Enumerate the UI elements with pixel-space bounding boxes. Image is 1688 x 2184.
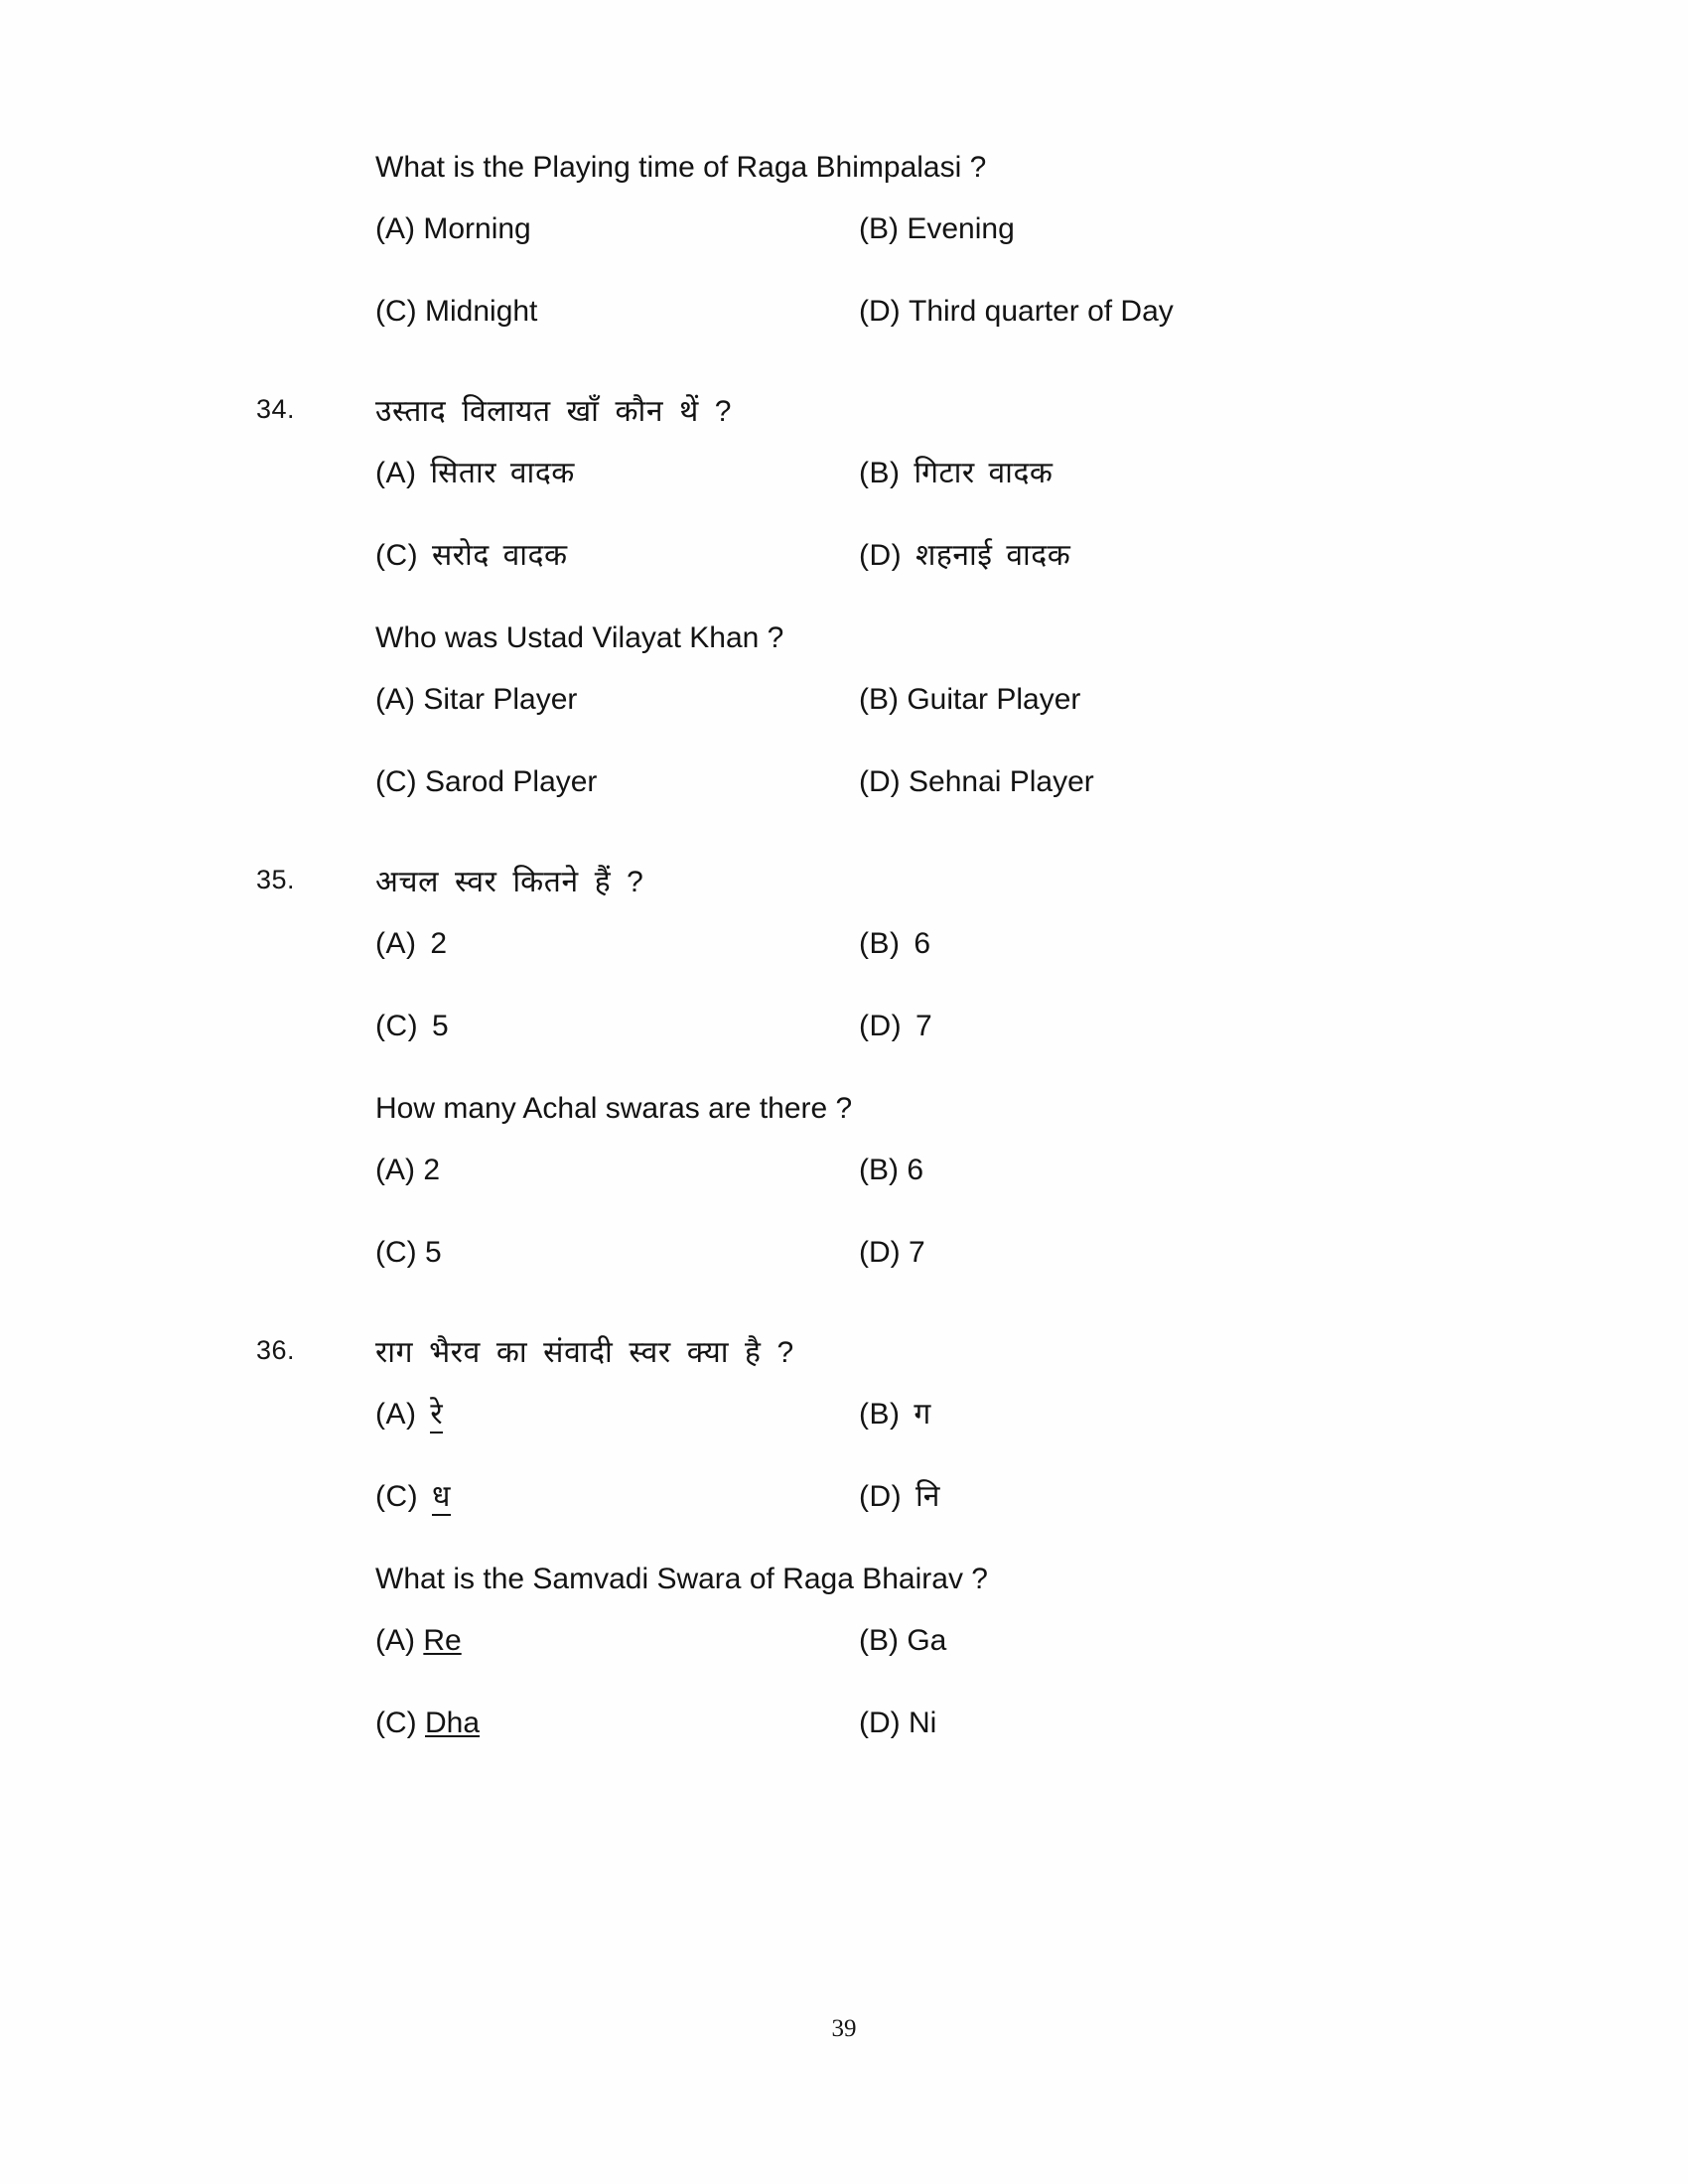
option-d-value: नि <box>915 1480 940 1513</box>
option-c-label: (C) <box>375 1236 417 1269</box>
option-d-value: Third quarter of Day <box>909 295 1174 328</box>
option-b-value: Guitar Player <box>907 683 1081 716</box>
option-c-value: 5 <box>432 1010 450 1042</box>
option-a-label: (A) <box>375 1398 417 1431</box>
option-c-label: (C) <box>375 1010 419 1042</box>
option-a-value: 2 <box>423 1154 441 1186</box>
option-d-label: (D) <box>859 539 903 572</box>
option-c-label: (C) <box>375 765 417 798</box>
option-d[interactable] <box>859 1234 925 1272</box>
option-d-label: (D) <box>859 1480 903 1513</box>
option-a-label: (A) <box>375 1624 415 1657</box>
block-spacer <box>0 375 1688 393</box>
question-stem-row-hindi <box>0 393 1688 455</box>
question-number-34: 34. <box>256 394 296 424</box>
option-c-value: Midnight <box>425 295 538 328</box>
option-d[interactable] <box>859 763 1094 801</box>
option-row <box>0 925 1688 1008</box>
option-b-label: (B) <box>859 927 901 960</box>
option-row <box>0 1478 1688 1561</box>
option-a-value: Sitar Player <box>423 683 578 716</box>
option-c[interactable] <box>375 763 597 801</box>
option-b-label: (B) <box>859 212 899 245</box>
question-stem-row <box>0 149 1688 210</box>
option-a-label: (A) <box>375 212 415 245</box>
question-text-english: What is the Samvadi Swara of Raga Bhairav ? <box>375 1563 988 1595</box>
option-b-label: (B) <box>859 683 899 716</box>
question-stem-row-english <box>0 1090 1688 1152</box>
option-a-label: (A) <box>375 927 417 960</box>
option-c-label: (C) <box>375 1706 417 1739</box>
option-a-value: Morning <box>423 212 531 245</box>
option-a-label: (A) <box>375 457 417 489</box>
option-c[interactable] <box>375 1234 442 1272</box>
option-row <box>0 455 1688 537</box>
option-d-value: 7 <box>909 1236 925 1269</box>
question-stem-row-english <box>0 619 1688 681</box>
option-d-label: (D) <box>859 1236 901 1269</box>
option-b-value: 6 <box>914 927 931 960</box>
question-number-36: 36. <box>256 1335 296 1365</box>
question-block-34 <box>0 393 1688 846</box>
question-block-36 <box>0 1334 1688 1787</box>
option-b[interactable] <box>859 1622 946 1660</box>
option-b-label: (B) <box>859 1624 899 1657</box>
option-d-value: शहनाई वादक <box>915 539 1071 572</box>
option-c-value: Sarod Player <box>425 765 598 798</box>
option-d[interactable] <box>859 537 1070 575</box>
option-b-value: Evening <box>907 212 1015 245</box>
option-b[interactable] <box>859 925 931 963</box>
option-row <box>0 293 1688 375</box>
option-d-label: (D) <box>859 295 901 328</box>
option-row <box>0 1705 1688 1787</box>
option-b[interactable] <box>859 1396 931 1433</box>
question-stem-row-hindi <box>0 1334 1688 1396</box>
option-d-label: (D) <box>859 1706 901 1739</box>
option-b-value: ग <box>914 1398 931 1431</box>
option-d-label: (D) <box>859 765 901 798</box>
option-b[interactable] <box>859 455 1053 492</box>
option-row <box>0 763 1688 846</box>
option-d[interactable] <box>859 1705 936 1742</box>
option-a[interactable] <box>375 210 531 248</box>
option-d-value: Sehnai Player <box>909 765 1094 798</box>
question-text-hindi: राग भैरव का संवादी स्वर क्या है ? <box>375 1336 794 1369</box>
option-a-value: Re <box>423 1624 462 1657</box>
option-b[interactable] <box>859 210 1015 248</box>
option-c[interactable] <box>375 293 537 331</box>
option-row <box>0 537 1688 619</box>
option-d-label: (D) <box>859 1010 903 1042</box>
option-d-value: 7 <box>915 1010 933 1042</box>
option-a[interactable] <box>375 1396 443 1433</box>
option-a-label: (A) <box>375 683 415 716</box>
option-row <box>0 210 1688 293</box>
option-a[interactable] <box>375 925 448 963</box>
question-text-english: What is the Playing time of Raga Bhimpalasi ? <box>375 151 987 184</box>
option-a-label: (A) <box>375 1154 415 1186</box>
option-row <box>0 1234 1688 1316</box>
option-row <box>0 1622 1688 1705</box>
option-c-value: ध <box>432 1481 451 1516</box>
option-row <box>0 1008 1688 1090</box>
option-c-label: (C) <box>375 295 417 328</box>
option-b-label: (B) <box>859 457 901 489</box>
option-row <box>0 1396 1688 1478</box>
question-text-hindi: अचल स्वर कितने हैं ? <box>375 866 644 898</box>
option-b[interactable] <box>859 1152 923 1189</box>
question-stem-row-english <box>0 1561 1688 1622</box>
block-spacer <box>0 846 1688 864</box>
question-text-english: Who was Ustad Vilayat Khan ? <box>375 621 784 654</box>
question-text-hindi: उस्ताद विलायत खाँ कौन थें ? <box>375 395 733 428</box>
block-spacer <box>0 1316 1688 1334</box>
option-a-value: रे <box>430 1399 443 1433</box>
option-row <box>0 681 1688 763</box>
option-c[interactable] <box>375 1705 480 1742</box>
option-c-label: (C) <box>375 539 419 572</box>
option-b-value: Ga <box>907 1624 947 1657</box>
question-block-35 <box>0 864 1688 1316</box>
page-number: 39 <box>831 2015 857 2042</box>
question-block-continuation <box>0 149 1688 375</box>
option-a[interactable] <box>375 1622 462 1660</box>
option-a-value: सितार वादक <box>430 457 575 489</box>
option-c[interactable] <box>375 1008 449 1045</box>
option-row <box>0 1152 1688 1234</box>
option-a[interactable] <box>375 1152 440 1189</box>
option-b-value: गिटार वादक <box>914 457 1054 489</box>
question-number-35: 35. <box>256 865 296 894</box>
option-c-value: 5 <box>425 1236 442 1269</box>
option-a[interactable] <box>375 681 577 719</box>
option-b-value: 6 <box>907 1154 924 1186</box>
question-text-english: How many Achal swaras are there ? <box>375 1092 853 1125</box>
option-b-label: (B) <box>859 1398 901 1431</box>
option-c-value: सरोद वादक <box>432 539 568 572</box>
option-c-label: (C) <box>375 1480 419 1513</box>
option-d[interactable] <box>859 1008 932 1045</box>
option-b[interactable] <box>859 681 1080 719</box>
option-d-value: Ni <box>909 1706 937 1739</box>
option-c[interactable] <box>375 537 568 575</box>
option-c[interactable] <box>375 1478 451 1516</box>
question-list <box>0 149 1688 1787</box>
question-stem-row-hindi <box>0 864 1688 925</box>
option-d[interactable] <box>859 293 1174 331</box>
option-d[interactable] <box>859 1478 940 1516</box>
option-a-value: 2 <box>430 927 448 960</box>
option-b-label: (B) <box>859 1154 899 1186</box>
option-c-value: Dha <box>425 1706 481 1739</box>
option-a[interactable] <box>375 455 575 492</box>
